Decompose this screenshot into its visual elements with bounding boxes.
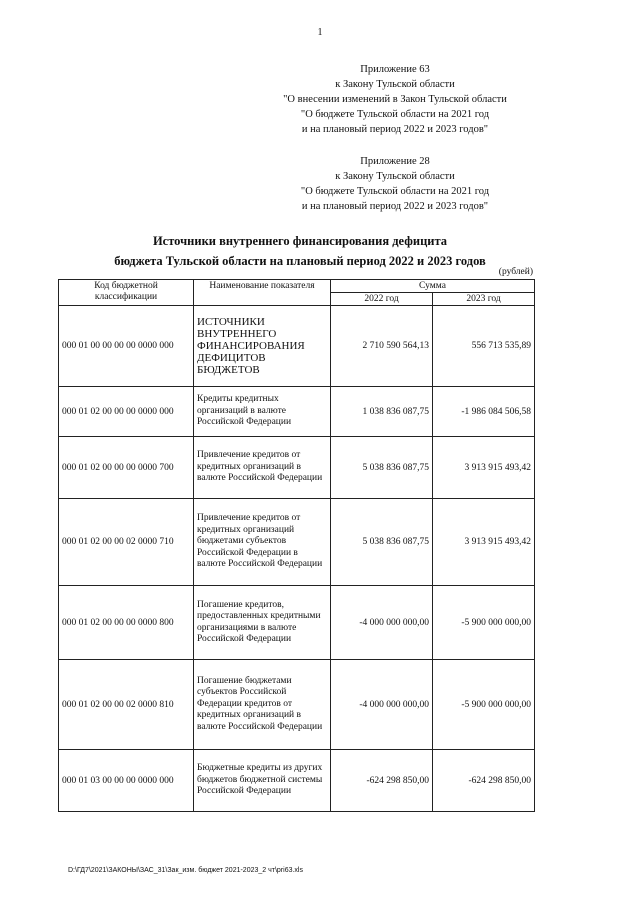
row-code: 000 01 03 00 00 00 0000 000 bbox=[59, 750, 194, 812]
appendix-28-header bbox=[250, 154, 540, 214]
table-row bbox=[59, 586, 535, 660]
appendix-line: Приложение 63 bbox=[360, 64, 430, 75]
row-value-2023: 3 913 915 493,42 bbox=[433, 499, 535, 586]
row-code: 000 01 00 00 00 00 0000 000 bbox=[59, 306, 194, 387]
row-value-2022: -4 000 000 000,00 bbox=[331, 660, 433, 750]
appendix-line: "О бюджете Тульской области на 2021 год bbox=[300, 186, 490, 197]
row-value-2022: 5 038 836 087,75 bbox=[331, 499, 433, 586]
table-row bbox=[59, 387, 535, 437]
row-value-2023: 3 913 915 493,42 bbox=[433, 437, 535, 499]
row-value-2022: 1 038 836 087,75 bbox=[331, 387, 433, 437]
header-code: Код бюджетной классификации bbox=[59, 280, 194, 306]
appendix-line: "О бюджете Тульской области на 2021 год bbox=[300, 109, 490, 120]
row-name: Погашение бюджетами субъектов Российской Федерации кредитов от кредитных организаций в валюте Российской Федерации bbox=[194, 660, 331, 750]
file-path-footer: D:\ГД7\2021\ЗАКОНЫ\ЗАС_31\Зак_изм. бюджет 2021-2023_2 чт\pri63.xls bbox=[68, 867, 303, 874]
document-title bbox=[60, 231, 540, 271]
appendix-line: и на плановый период 2022 и 2023 годов" bbox=[301, 124, 489, 135]
row-name: Кредиты кредитных организаций в валюте Российской Федерации bbox=[194, 387, 331, 437]
title-line-1: Источники внутреннего финансирования дефицита bbox=[152, 234, 448, 248]
title-line-2: бюджета Тульской области на плановый период 2022 и 2023 годов bbox=[114, 254, 486, 268]
header-year-2022: 2022 год bbox=[331, 293, 433, 306]
units-label: (рублей) bbox=[498, 267, 533, 277]
table-row bbox=[59, 437, 535, 499]
table-header-row bbox=[59, 280, 535, 293]
header-year-2023: 2023 год bbox=[433, 293, 535, 306]
page-number: 1 bbox=[317, 27, 323, 38]
appendix-line: к Закону Тульской области bbox=[335, 79, 455, 90]
row-name: Привлечение кредитов от кредитных организаций в валюте Российской Федерации bbox=[194, 437, 331, 499]
row-name: ИСТОЧНИКИ ВНУТРЕННЕГО ФИНАНСИРОВАНИЯ ДЕФИЦИТОВ БЮДЖЕТОВ bbox=[194, 306, 331, 387]
row-value-2022: 5 038 836 087,75 bbox=[331, 437, 433, 499]
appendix-line: и на плановый период 2022 и 2023 годов" bbox=[301, 201, 489, 212]
row-name: Бюджетные кредиты из других бюджетов бюджетной системы Российской Федерации bbox=[194, 750, 331, 812]
table-row bbox=[59, 660, 535, 750]
header-sum: Сумма bbox=[331, 280, 535, 293]
row-value-2023: -624 298 850,00 bbox=[433, 750, 535, 812]
row-name: Погашение кредитов, предоставленных кредитными организациями в валюте Российской Федерации bbox=[194, 586, 331, 660]
appendix-63-header bbox=[250, 62, 540, 137]
row-value-2022: -4 000 000 000,00 bbox=[331, 586, 433, 660]
header-name: Наименование показателя bbox=[194, 280, 331, 306]
appendix-line: к Закону Тульской области bbox=[335, 171, 455, 182]
row-value-2023: 556 713 535,89 bbox=[433, 306, 535, 387]
row-name: Привлечение кредитов от кредитных организаций бюджетами субъектов Российской Федерации в валюте Российской Федерации bbox=[194, 499, 331, 586]
appendix-line: Приложение 28 bbox=[360, 156, 430, 167]
table-row bbox=[59, 306, 535, 387]
row-value-2022: 2 710 590 564,13 bbox=[331, 306, 433, 387]
row-value-2022: -624 298 850,00 bbox=[331, 750, 433, 812]
row-code: 000 01 02 00 00 00 0000 000 bbox=[59, 387, 194, 437]
row-value-2023: -1 986 084 506,58 bbox=[433, 387, 535, 437]
row-value-2023: -5 900 000 000,00 bbox=[433, 586, 535, 660]
appendix-line: "О внесении изменений в Закон Тульской области bbox=[283, 94, 507, 105]
row-value-2023: -5 900 000 000,00 bbox=[433, 660, 535, 750]
financing-sources-table bbox=[58, 279, 535, 812]
row-code: 000 01 02 00 00 02 0000 710 bbox=[59, 499, 194, 586]
table-row bbox=[59, 750, 535, 812]
table-row bbox=[59, 499, 535, 586]
row-code: 000 01 02 00 00 00 0000 700 bbox=[59, 437, 194, 499]
row-code: 000 01 02 00 00 02 0000 810 bbox=[59, 660, 194, 750]
row-code: 000 01 02 00 00 00 0000 800 bbox=[59, 586, 194, 660]
